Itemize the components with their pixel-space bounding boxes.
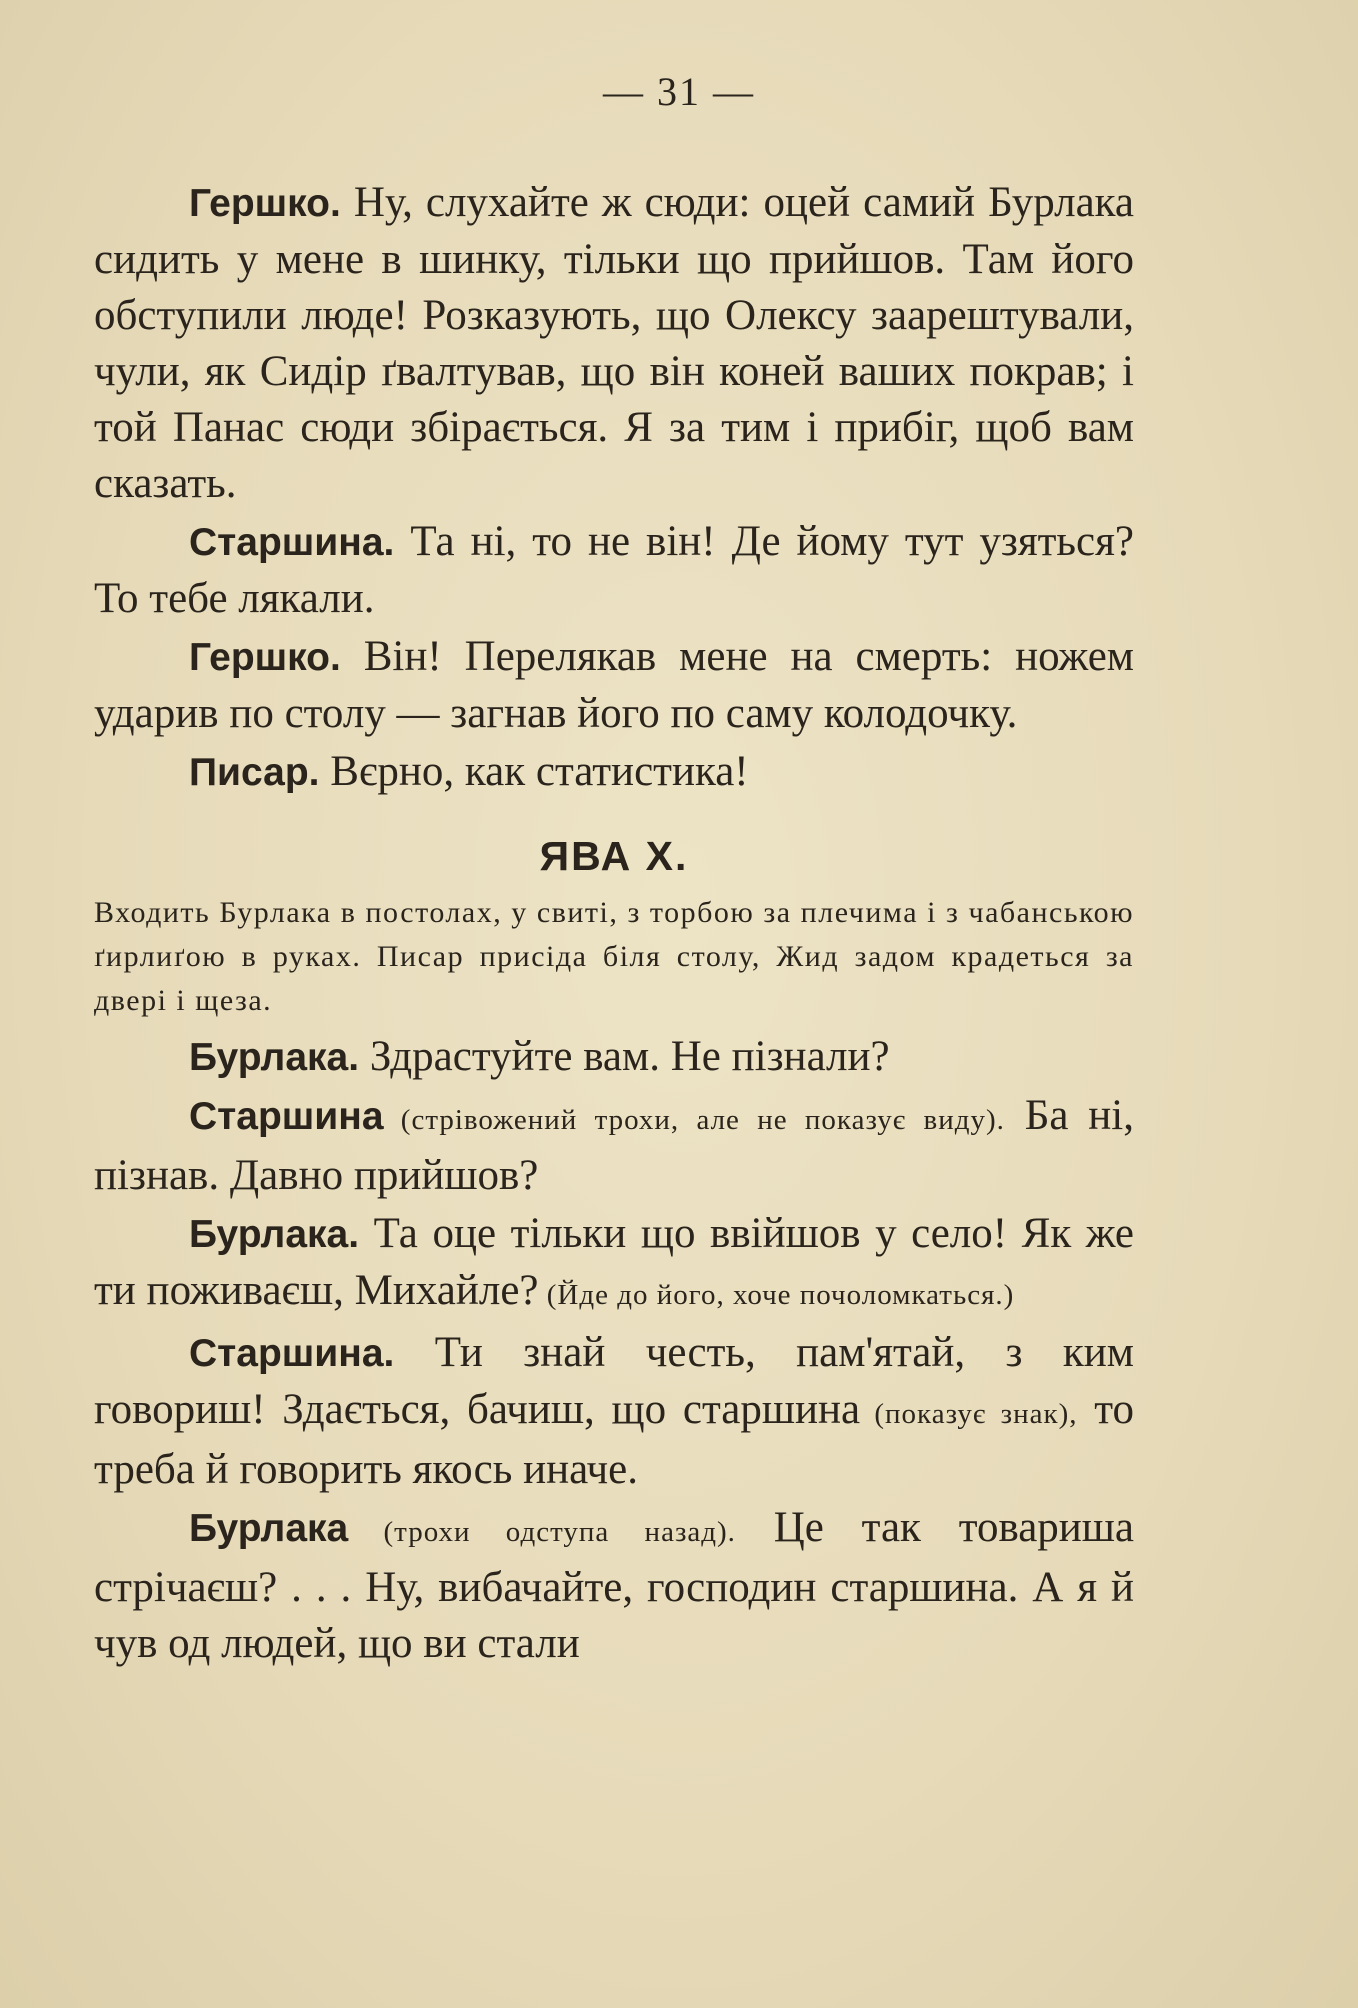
speaker-name: Бурлака.: [189, 1036, 360, 1079]
text-body: [94, 175, 1134, 1672]
speech-text: Вєрно, как статистика!: [319, 748, 749, 795]
dialogue-paragraph: [94, 514, 1134, 627]
speech-text: Це так товариша стрічаєш? . . . Ну, вибачайте, господин старшина. А я й чув од людей, що ви стали: [94, 1504, 1134, 1667]
speaker-name: Старшина.: [189, 521, 395, 564]
speaker-name: Старшина: [189, 1095, 384, 1138]
speech-text: Він! Перелякав мене на смерть: ножем ударив по столу — загнав його по саму колодочку.: [94, 633, 1134, 737]
dialogue-paragraph: [94, 1500, 1134, 1672]
speech-text: Ба ні, пізнав. Давно прийшов?: [94, 1092, 1134, 1199]
page-number: — 31 —: [603, 69, 755, 114]
dialogue-paragraph: [94, 629, 1134, 742]
stage-aside: (Йде до його, хоче почоломкаться.): [538, 1279, 1015, 1311]
speaker-name: Гершко.: [189, 182, 341, 225]
speech-text-continued: то треба й говорить якось иначе.: [94, 1386, 1134, 1493]
stage-aside: (стрівожений трохи, але не показує виду).: [383, 1104, 1005, 1136]
stage-direction: Входить Бурлака в постолах, у свиті, з торбою за плечима і з чабанською ґирлиґою в руках. Писар присіда біля столу, Жид задом крадеться за двері і щеза.: [94, 896, 1134, 1017]
dialogue-paragraph: [94, 1325, 1134, 1498]
stage-aside: (трохи одступа назад).: [348, 1516, 736, 1548]
dialogue-paragraph: [94, 1206, 1134, 1323]
speaker-name: Гершко.: [189, 636, 341, 679]
dialogue-paragraph: [94, 1029, 1134, 1086]
dialogue-paragraph: [94, 1088, 1134, 1204]
speech-text: Та оце тільки що ввійшов у село! Як же ти поживаєш, Михайле?: [94, 1210, 1134, 1314]
speech-text: Ти знай честь, пам'ятай, з ким говориш! Здається, бачиш, що старшина: [94, 1329, 1134, 1433]
speaker-name: Писар.: [189, 751, 320, 794]
dialogue-paragraph: [94, 175, 1134, 512]
stage-aside: (показує знак),: [860, 1398, 1078, 1430]
dialogue-paragraph: [94, 744, 1134, 801]
speaker-name: Бурлака.: [189, 1213, 360, 1256]
speech-text: Ну, слухайте ж сюди: оцей самий Бурлака сидить у мене в шинку, тільки що прийшов. Там його обступили люде! Розказують, що Олексу заарештували, чули, як Сидір ґвалтував, що він коней ваших покрав; і той Панас сюди збірається. Я за тим і прибіг, щоб вам сказать.: [94, 179, 1134, 507]
speaker-name: Бурлака: [189, 1507, 349, 1550]
speech-text: Та ні, то не він! Де йому тут узяться? То тебе лякали.: [94, 518, 1134, 622]
speaker-name: Старшина.: [189, 1332, 395, 1375]
scene-title: ЯВА X.: [539, 833, 689, 879]
speech-text: Здрастуйте вам. Не пізнали?: [359, 1033, 890, 1080]
